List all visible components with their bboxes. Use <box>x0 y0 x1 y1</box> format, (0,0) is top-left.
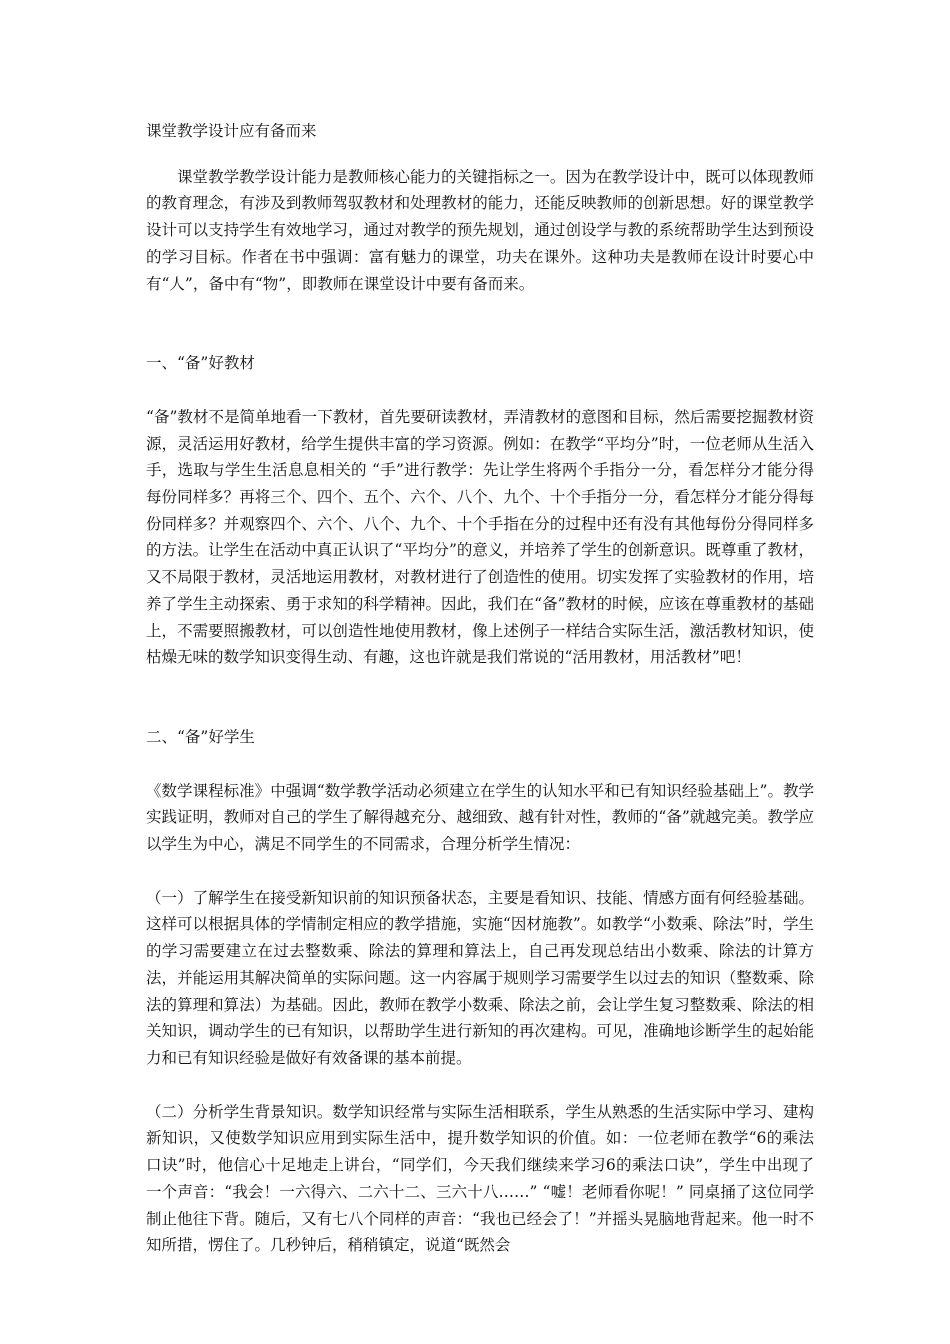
section-heading-textbook: 一、“备”好教材 <box>146 354 255 373</box>
document-page <box>146 118 814 1259</box>
section-heading-students: 二、“备”好学生 <box>146 727 255 746</box>
subsection-paragraph-1: （一）了解学生在接受新知识前的知识预备状态，主要是看知识、技能、情感方面有何经验基础。这样可以根据具体的学情制定相应的教学措施，实施“因材施教”。如教学“小数乘、除法”时，学生的学习需要建立在过去整数乘、除法的算理和算法上，自己再发现总结出小数乘、除法的计算方法，并能运用其解决简单的实际问题。这一内容属于规则学习需要学生以过去的知识（整数乘、除法的算理和算法）为基础。因此，教师在教学小数乘、除法之前，会让学生复习整数乘、除法的相关知识，调动学生的已有知识，以帮助学生进行新知的再次建构。可见，准确地诊断学生的起始能力和已有知识经验是做好有效备课的基本前提。 <box>146 888 814 1067</box>
spacer <box>146 1072 814 1099</box>
intro-paragraph: 课堂教学教学设计能力是教师核心能力的关键指标之一。因为在教学设计中，既可以体现教师的教育理念，有涉及到教师驾驭教材和处理教材的能力，还能反映教师的创新思想。好的课堂教学设计可以支持学生有效地学习，通过对教学的预先规划，通过创设学与教的系统帮助学生达到预设的学习目标。作者在书中强调：富有魅力的课堂，功夫在课外。这种功夫是教师在设计时要心中有“人”，备中有“物”，即教师在课堂设计中要有备而来。 <box>146 167 814 293</box>
spacer <box>146 751 814 778</box>
section-body-textbook: “备”教材不是简单地看一下教材，首先要研读教材，弄清教材的意图和目标，然后需要挖掘教材资源，灵活运用好教材，给学生提供丰富的学习资源。例如：在教学“平均分”时，一位老师从生活入手，选取与学生生活息息相关的 “手”进行教学：先让学生将两个手指分一分，看怎样分才能分得每份同样多？再将三个、四个、五个、六个、八个、九个、十个手指分一分，看怎样分才能分得每份同样多？并观察四个、六个、八个、九个、十个手指在分的过程中还有没有其他每份分得同样多的方法。让学生在活动中真正认识了“平均分”的意义，并培养了学生的创新意识。既尊重了教材，又不局限于教材，灵活地运用教材，对教材进行了创造性的使用。切实发挥了实验教材的作用，培养了学生主动探索、勇于求知的科学精神。因此，我们在“备”教材的时候，应该在尊重教材的基础上，不需要照搬教材，可以创造性地使用教材，像上述例子一样结合实际生活，激活教材知识，使枯燥无味的数学知识变得生动、有趣，这也许就是我们常说的“活用教材，用活教材”吧！ <box>146 407 814 667</box>
subsection-paragraph-2: （二）分析学生背景知识。数学知识经常与实际生活相联系，学生从熟悉的生活实际中学习、建构新知识，又使数学知识应用到实际生活中，提升数学知识的价值。如：一位老师在教学“6的乘法口诀”时，他信心十足地走上讲台，“同学们，今天我们继续来学习6的乘法口诀”，学生中出现了一个声音：“我会！一六得六、二六十二、三六十八……” “嘘！老师看你呢！” 同桌捅了这位同学制止他往下背。随后，又有七八个同样的声音：“我也已经会了！”并摇头晃脑地背起来。他一时不知所措，愣住了。几秒钟后，稍稍镇定，说道“既然会 <box>146 1102 814 1255</box>
spacer <box>146 671 814 724</box>
spacer <box>146 858 814 885</box>
spacer <box>146 377 814 404</box>
section-body-students: 《数学课程标准》中强调“数学教学活动必须建立在学生的认知水平和已有知识经验基础上”。教学实践证明，教师对自己的学生了解得越充分、越细致、越有针对性，教师的“备”就越完美。教学应以学生为中心，满足不同学生的不同需求，合理分析学生情况： <box>146 781 814 854</box>
document-title: 课堂教学设计应有备而来 <box>146 122 317 140</box>
spacer <box>146 297 814 350</box>
